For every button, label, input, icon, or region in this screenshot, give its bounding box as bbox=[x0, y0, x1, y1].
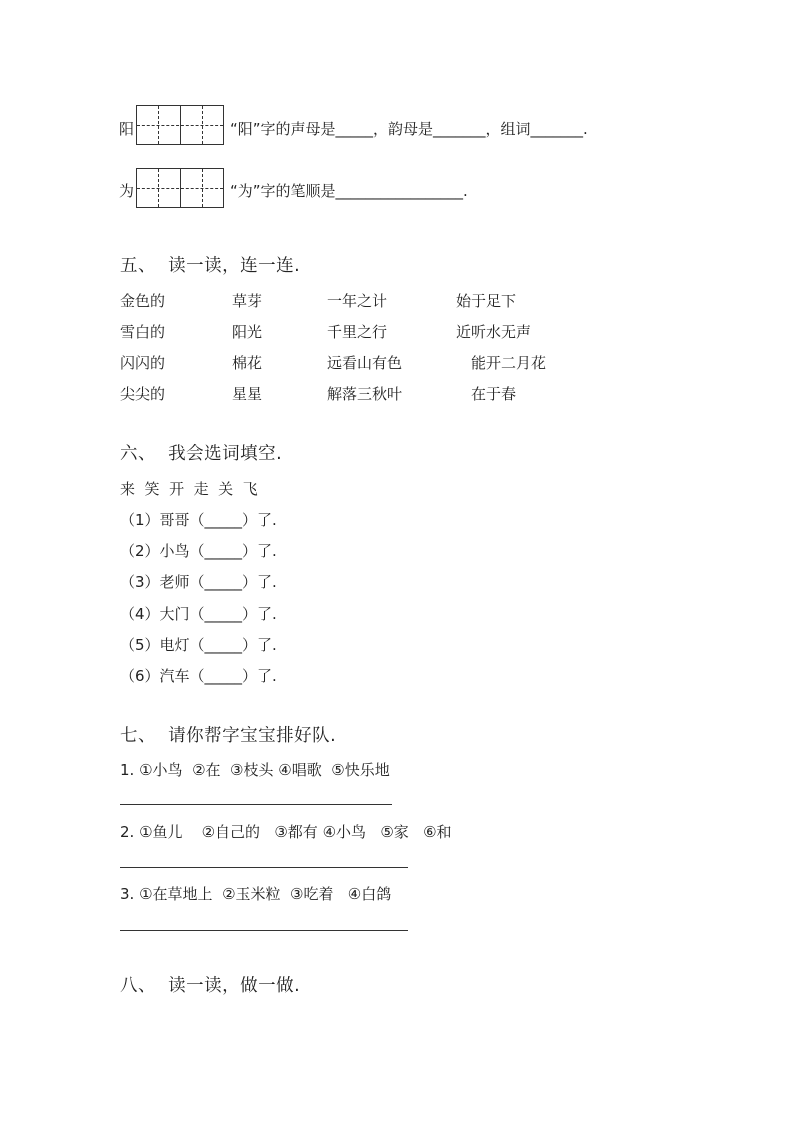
section-6-heading: 六、 我会选词填空. bbox=[120, 444, 283, 464]
writing-grid-wei[interactable] bbox=[136, 168, 224, 208]
match-item: 千里之行 bbox=[327, 323, 388, 341]
order-item-3: 3. ①在草地上 ②玉米粒 ③吃着 ④白鸽 bbox=[120, 885, 392, 903]
fill-item-1: （1）哥哥（_____）了. bbox=[120, 511, 277, 529]
fill-item-6: （6）汽车（_____）了. bbox=[120, 667, 277, 685]
writing-grid-yang[interactable] bbox=[136, 105, 224, 145]
word-bank: 来 笑 开 走 关 飞 bbox=[120, 480, 258, 498]
match-item: 远看山有色 bbox=[327, 354, 403, 372]
fill-item-2: （2）小鸟（_____）了. bbox=[120, 542, 277, 560]
match-item: 一年之计 bbox=[327, 292, 388, 310]
answer-line-1[interactable] bbox=[120, 804, 392, 805]
row-char-wei: 为 bbox=[119, 182, 135, 200]
answer-line-2[interactable] bbox=[120, 867, 408, 868]
row-char-yang: 阳 bbox=[119, 120, 135, 138]
match-item: 阳光 bbox=[232, 323, 263, 341]
section-7-heading: 七、 请你帮字宝宝排好队. bbox=[120, 726, 337, 746]
fill-item-5: （5）电灯（_____）了. bbox=[120, 636, 277, 654]
match-item: 棉花 bbox=[232, 354, 263, 372]
match-item: 雪白的 bbox=[120, 323, 166, 341]
order-item-1: 1. ①小鸟 ②在 ③枝头 ④唱歌 ⑤快乐地 bbox=[120, 761, 390, 779]
match-item: 星星 bbox=[232, 385, 263, 403]
question-wei: “为”字的笔顺是_________________. bbox=[230, 182, 468, 200]
fill-item-4: （4）大门（_____）了. bbox=[120, 605, 277, 623]
match-item: 金色的 bbox=[120, 292, 166, 310]
order-item-2: 2. ①鱼儿 ②自己的 ③都有 ④小鸟 ⑤家 ⑥和 bbox=[120, 823, 452, 841]
match-item: 始于足下 bbox=[456, 292, 517, 310]
question-yang: “阳”字的声母是_____，韵母是_______，组词_______. bbox=[230, 120, 588, 138]
match-item: 能开二月花 bbox=[471, 354, 547, 372]
match-item: 尖尖的 bbox=[120, 385, 166, 403]
match-item: 解落三秋叶 bbox=[327, 385, 403, 403]
match-item: 闪闪的 bbox=[120, 354, 166, 372]
match-item: 近听水无声 bbox=[456, 323, 532, 341]
match-item: 在于春 bbox=[471, 385, 517, 403]
fill-item-3: （3）老师（_____）了. bbox=[120, 573, 277, 591]
match-item: 草芽 bbox=[232, 292, 263, 310]
answer-line-3[interactable] bbox=[120, 930, 408, 931]
section-8-heading: 八、 读一读，做一做. bbox=[120, 976, 301, 996]
section-5-heading: 五、 读一读，连一连. bbox=[120, 256, 301, 276]
